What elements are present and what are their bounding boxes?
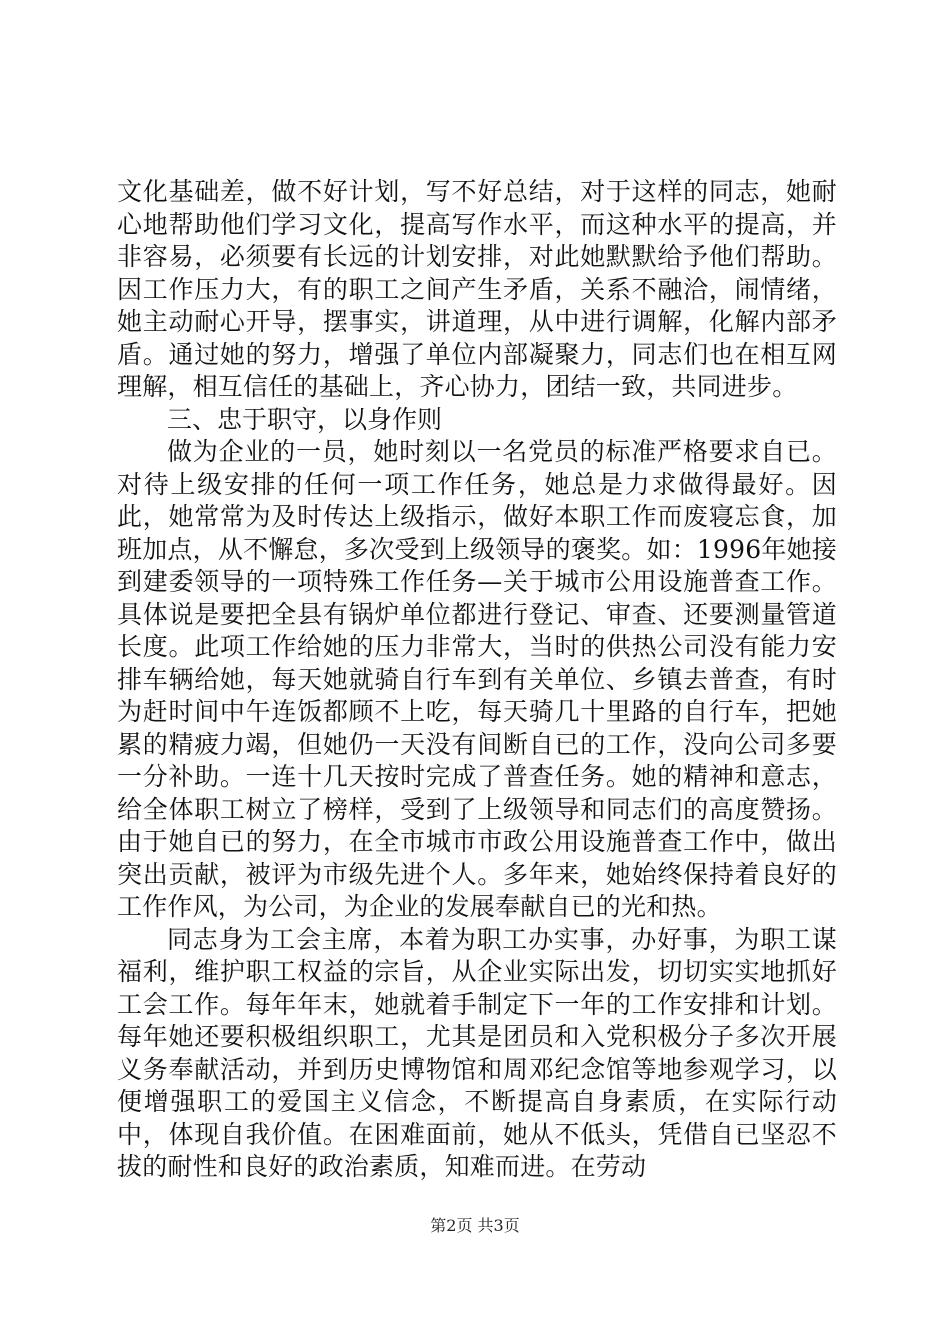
- section-heading-3: 三、忠于职守，以身作则: [167, 404, 443, 434]
- paragraph-3: 同志身为工会主席，本着为职工办实事，办好事，为职工谋福利，维护职工权益的宗旨，从企业实际出发，切切实实地抓好工会工作。每年年末，她就着手制定下一年的工作安排和计划。每年她还要积极组织职工，尤其是团员和入党积极分子多次开展义务奉献活动，并到历史博物馆和周邓纪念馆等地参观学习，以便增强职工的爱国主义信念，不断提高自身素质，在实际行动中，体现自我价值。在困难面前，她从不低头，凭借自已坚忍不拔的耐性和良好的政治素质，知难而进。在劳动: [117, 924, 837, 1181]
- page-footer: 第2页 共3页: [430, 1216, 520, 1235]
- paragraph-1: 文化基础差，做不好计划，写不好总结，对于这样的同志，她耐心地帮助他们学习文化，提高写作水平，而这种水平的提高，并非容易，必须要有长远的计划安排，对此她默默给予他们帮助。因工作压力大，有的职工之间产生矛盾，关系不融洽，闹情绪，她主动耐心开导，摆事实，讲道理，从中进行调解，化解内部矛盾。通过她的努力，增强了单位内部凝聚力，同志们也在相互网理解，相互信任的基础上，齐心协力，团结一致，共同进步。: [117, 177, 837, 401]
- document-body: [117, 176, 837, 1184]
- paragraph-2: 做为企业的一员，她时刻以一名党员的标准严格要求自已。对待上级安排的任何一项工作任务，她总是力求做得最好。因此，她常常为及时传达上级指示，做好本职工作而废寝忘食，加班加点，从不懈怠，多次受到上级领导的褒奖。如：1996年她接到建委领导的一项特殊工作任务—关于城市公用设施普查工作。具体说是要把全县有锅炉单位都进行登记、审查、还要测量管道长度。此项工作给她的压力非常大，当时的供热公司没有能力安排车辆给她，每天她就骑自行车到有关单位、乡镇去普查，有时为赶时间中午连饭都顾不上吃，每天骑几十里路的自行车，把她累的精疲力竭，但她仍一天没有间断自已的工作，没向公司多要一分补助。一连十几天按时完成了普查任务。她的精神和意志，给全体职工树立了榜样，受到了上级领导和同志们的高度赞扬。由于她自已的努力，在全市城市市政公用设施普查工作中，做出突出贡献，被评为市级先进个人。多年来，她始终保持着良好的工作作风，为公司，为企业的发展奉献自已的光和热。: [117, 437, 837, 921]
